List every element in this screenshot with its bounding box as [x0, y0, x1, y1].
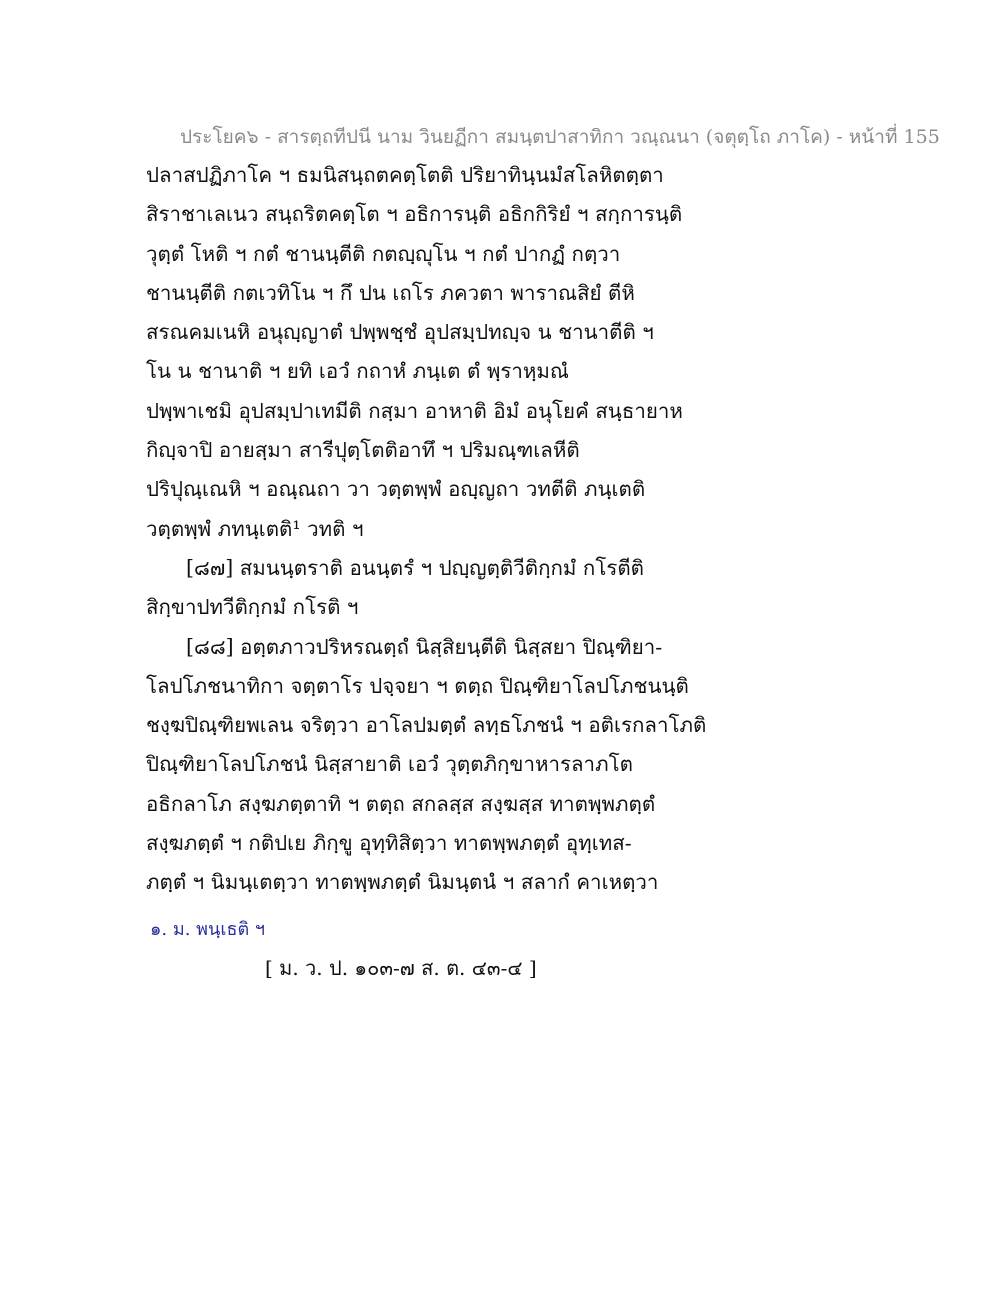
text-line: กิญฺจาปิ อายสฺมา สารีปุตฺโตติอาทึ ฯ ปริมณฺฑเลหีติ [146, 438, 580, 463]
text-line: สงฺฆภตฺตํ ฯ กติปเย ภิกฺขู อุทฺทิสิตฺวา ทาตพฺพภตฺตํ อุทฺเทส- [146, 831, 632, 856]
text-line: ชงฺฆปิณฺฑิยพเลน จริตฺวา อาโลปมตฺตํ ลทฺธโภชนํ ฯ อติเรกลาโภติ [146, 713, 707, 738]
text-line: สรณคมเนหิ อนุญฺญาตํ ปพฺพชฺชํ อุปสมฺปทญฺจ น ชานาตีติ ฯ [146, 320, 654, 345]
text-line: ปพฺพาเชมิ อุปสมฺปาเทมีติ กสฺมา อาหาติ อิมํ อนุโยคํ สนฺธายาห [146, 398, 683, 423]
text-line: วุตฺตํ โหติ ฯ กตํ ชานนฺตีติ กตญฺญุโน ฯ กตํ ปากฏํ กตฺวา [146, 241, 621, 266]
text-line: ปลาสปฏิภาโค ฯ ธมนิสนฺถตคตฺโตติ ปริยาทินฺนมํสโลหิตตฺตา [146, 163, 664, 187]
paragraph-87-start: [๘๗] สมนนฺตราติ อนนฺตรํ ฯ ปญฺญตฺติวีติกฺกมํ กโรตีติ [186, 555, 644, 580]
text-line: สิกฺขาปทวีติกฺกมํ กโรติ ฯ [146, 595, 359, 620]
body-text [146, 158, 706, 905]
paragraph-88-start: [๘๘] อตฺตภาวปริหรณตฺถํ นิสฺสิยนฺตีติ นิสฺสยา ปิณฺฑิยา- [186, 634, 663, 659]
text-line: ภตฺตํ ฯ นิมนฺเตตฺวา ทาตพฺพภตฺตํ นิมนฺตนํ ฯ สลากํ คาเหตฺวา [146, 870, 659, 895]
text-line: สิราชาเลเนว สนฺถริตคตฺโต ฯ อธิการนฺติ อธิกกิริยํ ฯ สกฺการนฺติ [146, 202, 683, 227]
text-line: ปิณฺฑิยาโลปโภชนํ นิสฺสายาติ เอวํ วุตฺตภิกฺขาหารลาภโต [146, 752, 633, 777]
text-line: โลปโภชนาทิกา จตฺตาโร ปจฺจยา ฯ ตตฺถ ปิณฺฑิยาโลปโภชนนฺติ [146, 673, 689, 698]
text-line: ชานนฺตีติ กตเวทิโน ฯ กึ ปน เถโร ภควตา พาราณสิยํ ตีหิ [146, 280, 635, 305]
text-line: อธิกลาโภ สงฺฆภตฺตาทิ ฯ ตตฺถ สกลสฺส สงฺฆสฺส ทาตพฺพภตฺตํ [146, 791, 656, 816]
running-header: ประโยค๖ - สารตฺถทีปนี นาม วินยฏีกา สมนฺตปาสาทิกา วณฺณนา (จตุตฺโถ ภาโค) - หน้าที่ 155 [180, 126, 940, 148]
source-reference: [ ม. ว. ป. ๑๐๓-๗ ส. ต. ๔๓-๔ ] [265, 956, 537, 980]
footnote: ๑. ม. พนฺเธติ ฯ [150, 919, 266, 940]
text-line: ปริปุณฺเณหิ ฯ อณฺณถา วา วตฺตพฺพํ อญฺญถา วทตีติ ภนฺเตติ [146, 477, 646, 502]
text-line: วตฺตพฺพํ ภทนฺเตติ¹ วทติ ฯ [146, 516, 364, 541]
text-line: โน น ชานาติ ฯ ยทิ เอวํ กถาหํ ภนฺเต ตํ พฺราหฺมณํ [146, 359, 569, 384]
